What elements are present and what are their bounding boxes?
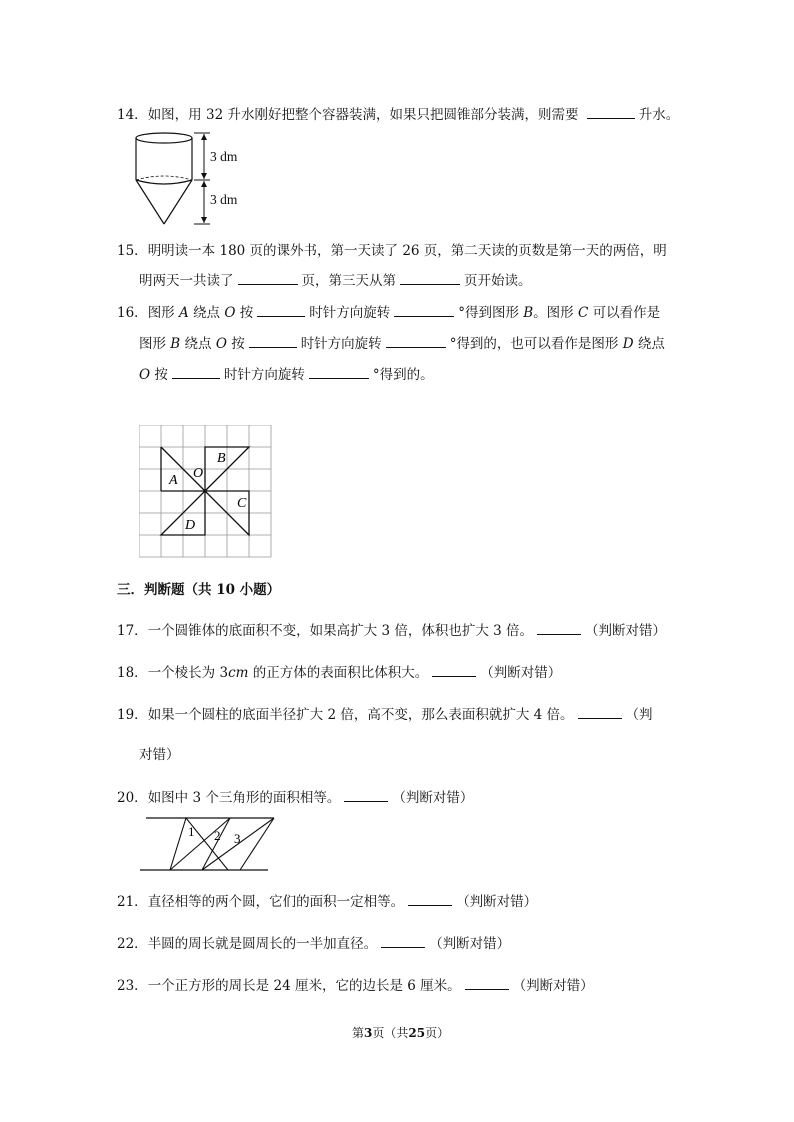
question-17: 17．一个圆锥体的底面积不变，如果高扩大 3 倍，体积也扩大 3 倍。 （判断对错） — [117, 623, 667, 639]
triangle-label-1: 1 — [188, 824, 195, 839]
answer-blank[interactable] — [309, 365, 369, 379]
triangle-label-3: 3 — [234, 831, 241, 846]
answer-blank[interactable] — [400, 271, 460, 285]
answer-blank[interactable] — [381, 934, 425, 948]
question-14: 14．如图，用 32 升水刚好把整个容器装满，如果只把圆锥部分装满，则需要 升水。 — [117, 107, 680, 123]
shape-label-c: C — [237, 496, 247, 511]
dim-label-bottom: 3 dm — [210, 192, 238, 207]
triangles-figure — [140, 812, 280, 876]
question-15-line1: 15．明明读一本 180 页的课外书，第一天读了 26 页，第二天读的页数是第一天的两倍，明 — [117, 243, 667, 259]
answer-blank[interactable] — [465, 976, 509, 990]
question-20: 20．如图中 3 个三角形的面积相等。 （判断对错） — [117, 790, 474, 806]
point-label-o: O — [193, 466, 204, 481]
answer-blank[interactable] — [238, 271, 298, 285]
question-18: 18．一个棱长为 3cm 的正方体的表面积比体积大。 （判断对错） — [117, 665, 562, 681]
rotation-grid-figure — [139, 425, 277, 558]
section-title: 三．判断题（共 10 小题） — [117, 582, 281, 598]
answer-blank[interactable] — [578, 705, 622, 719]
question-19-line2: 对错） — [139, 747, 180, 763]
question-16-line1: 16．图形 A 绕点 O 按 时针方向旋转 °得到图形 B。图形 C 可以看作是 — [117, 305, 661, 321]
answer-blank[interactable] — [386, 334, 446, 348]
answer-blank[interactable] — [432, 663, 476, 677]
dim-label-top: 3 dm — [210, 149, 238, 164]
answer-blank[interactable] — [537, 621, 581, 635]
shape-label-d: D — [185, 518, 196, 533]
question-23: 23．一个正方形的周长是 24 厘米，它的边长是 6 厘米。 （判断对错） — [117, 978, 594, 994]
question-16-line2: 图形 B 绕点 O 按 时针方向旋转 °得到的，也可以看作是图形 D 绕点 — [139, 336, 665, 352]
answer-blank[interactable] — [249, 334, 297, 348]
shape-label-b: B — [217, 451, 226, 466]
question-19: 19．如果一个圆柱的底面半径扩大 2 倍，高不变，那么表面积就扩大 4 倍。 （判 — [117, 707, 653, 723]
page-footer: 第3页（共25页） — [352, 1026, 450, 1040]
answer-blank[interactable] — [587, 105, 635, 119]
triangle-label-2: 2 — [214, 828, 221, 843]
question-16-line3: O 按 时针方向旋转 °得到的。 — [139, 367, 434, 383]
question-21: 21．直径相等的两个圆，它们的面积一定相等。 （判断对错） — [117, 894, 538, 910]
question-22: 22．半圆的周长就是圆周长的一半加直径。 （判断对错） — [117, 936, 511, 952]
cylinder-cone-figure — [130, 128, 250, 228]
question-15-line2: 明两天一共读了 页，第三天从第 页开始读。 — [139, 273, 532, 289]
shape-label-a: A — [169, 473, 178, 488]
answer-blank[interactable] — [344, 788, 388, 802]
answer-blank[interactable] — [394, 303, 454, 317]
answer-blank[interactable] — [408, 892, 452, 906]
answer-blank[interactable] — [172, 365, 220, 379]
answer-blank[interactable] — [257, 303, 305, 317]
